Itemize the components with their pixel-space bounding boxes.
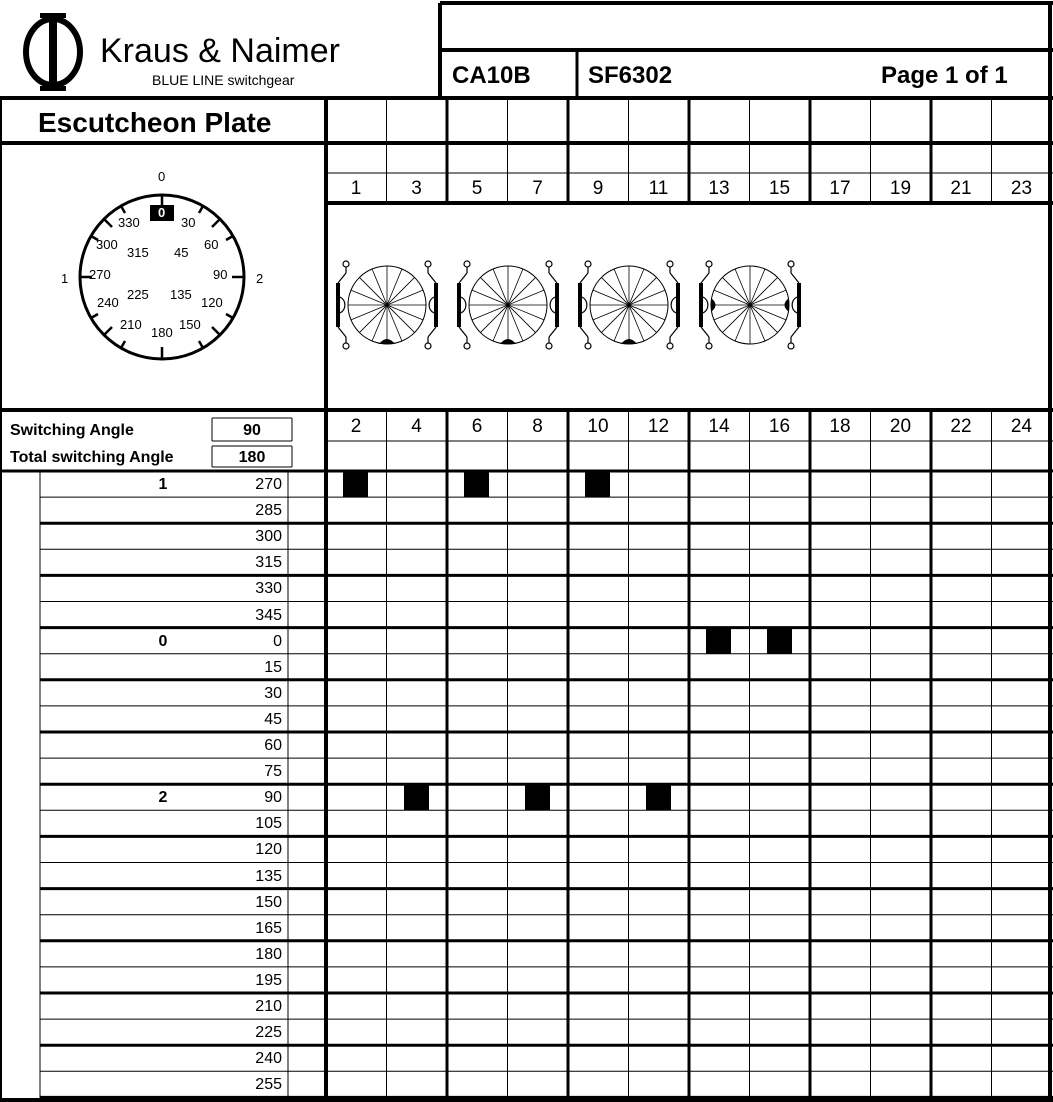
total-switching-angle-label: Total switching Angle [10,449,174,466]
terminal-bottom-2: 2 [350,416,362,437]
closed-contact-mark [767,629,792,654]
dial-angle-330: 330 [118,215,140,230]
terminal-point [343,343,349,349]
terminal-bottom-8: 8 [532,416,543,437]
series-code: CA10B [452,62,531,89]
row-angle-150: 150 [255,893,282,911]
terminal-point [706,261,712,267]
contact-roller [703,297,708,313]
row-angle-285: 285 [255,502,282,520]
row-angle-15: 15 [264,658,282,676]
terminal-lead [459,273,467,283]
program-code: SF6302 [588,62,673,89]
closed-contact-mark [706,629,731,654]
dial-angle-135: 135 [170,287,192,302]
terminal-lead [580,273,588,283]
row-angle-0: 0 [273,632,282,650]
row-angle-30: 30 [264,684,282,702]
contact-roller [792,297,797,313]
terminal-top-7: 7 [532,178,543,199]
dial-angle-60: 60 [204,237,219,252]
terminal-bottom-20: 20 [889,416,912,437]
closed-contact-mark [585,472,610,497]
dial-angle-315: 315 [127,245,149,260]
contact-roller [340,297,345,313]
cam-notch [621,339,637,344]
terminal-top-9: 9 [592,178,604,199]
row-angle-75: 75 [264,763,282,781]
cam-notch [785,298,790,312]
row-position-1: 1 [158,476,168,493]
row-angle-345: 345 [255,606,282,624]
terminal-bottom-18: 18 [829,416,851,437]
terminal-top-19: 19 [889,178,912,199]
phi-logo-icon [18,10,88,92]
row-angle-195: 195 [255,971,282,989]
terminal-point [585,343,591,349]
terminal-bottom-6: 6 [471,416,483,437]
dial-angle-30: 30 [181,215,196,230]
dial-position-left: 1 [61,271,69,286]
switching-angle-label: Switching Angle [10,422,134,439]
cam-2 [459,261,557,349]
dial-position-right: 2 [256,271,264,286]
terminal-lead [459,327,467,337]
contact-roller [550,297,555,313]
brand-name: Kraus & Naimer [100,32,340,70]
terminal-point [706,343,712,349]
closed-contact-mark [404,785,429,810]
cam-notch [500,339,516,344]
terminal-point [425,343,431,349]
terminal-bottom-12: 12 [647,416,670,437]
contact-diagram [328,205,1053,405]
dial-angle-180: 180 [151,325,173,340]
closed-contact-mark [343,472,368,497]
dial-angle-300: 300 [96,237,118,252]
terminal-point [546,343,552,349]
closed-contact-mark [525,785,550,810]
terminal-lead [549,273,557,283]
closed-contact-mark [646,785,671,810]
row-position-2: 2 [158,789,168,807]
terminal-lead [701,327,709,337]
terminal-top-23: 23 [1010,178,1033,199]
terminal-point [464,261,470,267]
terminal-bottom-22: 22 [950,416,972,437]
terminal-point [667,343,673,349]
dial-angle-45: 45 [174,245,189,260]
dial-angle-210: 210 [120,317,142,332]
row-angle-270: 270 [255,476,282,493]
terminal-top-15: 15 [768,178,791,199]
row-angle-60: 60 [264,737,282,754]
section-title: Escutcheon Plate [38,107,272,138]
row-angle-240: 240 [255,1050,282,1068]
terminal-top-11: 11 [648,178,669,199]
row-angle-120: 120 [255,841,282,859]
terminal-lead [428,327,436,337]
row-angle-255: 255 [255,1076,282,1094]
terminal-lead [670,327,678,337]
terminal-point [425,261,431,267]
terminal-bottom-24: 24 [1010,416,1033,437]
terminal-lead [580,327,588,337]
terminal-top-5: 5 [471,178,483,199]
dial-angle-120: 120 [201,295,223,310]
dial-angle-90: 90 [213,267,228,282]
closed-contact-mark [464,472,489,497]
terminal-point [667,261,673,267]
page-indicator: Page 1 of 1 [881,62,1008,89]
contact-roller [582,297,587,313]
terminal-point [585,261,591,267]
terminal-lead [670,273,678,283]
cam-3 [580,261,678,349]
terminal-top-21: 21 [950,178,972,199]
terminal-point [788,343,794,349]
dial-highlight-label: 0 [158,205,166,220]
terminal-lead [549,327,557,337]
terminal-lead [791,273,799,283]
terminal-top-3: 3 [411,178,422,199]
row-angle-330: 330 [255,580,282,598]
row-angle-45: 45 [264,710,282,728]
contact-roller [671,297,676,313]
terminal-point [788,261,794,267]
switching-angle-value: 90 [243,422,261,439]
terminal-bottom-10: 10 [587,416,609,437]
cam-notch [379,339,395,344]
terminal-lead [338,327,346,337]
row-angle-105: 105 [255,815,282,833]
cam-notch [711,298,716,312]
row-angle-180: 180 [255,945,282,963]
brand-tagline: BLUE LINE switchgear [152,72,295,88]
terminal-top-17: 17 [829,178,851,199]
terminal-lead [701,273,709,283]
contact-roller [429,297,434,313]
total-switching-angle-value: 180 [238,449,266,466]
row-angle-210: 210 [255,998,282,1015]
row-position-0: 0 [158,632,168,650]
contact-roller [461,297,466,313]
terminal-top-1: 1 [350,178,362,199]
terminal-point [343,261,349,267]
dial-angle-150: 150 [179,317,201,332]
dial-angle-225: 225 [127,287,149,302]
terminal-point [464,343,470,349]
row-angle-225: 225 [255,1024,282,1042]
terminal-lead [338,273,346,283]
terminal-bottom-4: 4 [411,416,422,437]
cam-1 [338,261,436,349]
terminal-top-13: 13 [708,178,730,199]
dial-position-top: 0 [158,169,166,184]
row-angle-315: 315 [255,554,282,572]
cam-4 [701,261,799,349]
row-angle-135: 135 [255,867,282,885]
terminal-lead [791,327,799,337]
terminal-bottom-16: 16 [768,416,791,437]
dial-angle-270: 270 [89,267,111,282]
row-angle-90: 90 [264,789,282,807]
row-angle-165: 165 [255,919,282,937]
terminal-point [546,261,552,267]
dial-angle-240: 240 [97,295,119,310]
terminal-lead [428,273,436,283]
row-angle-300: 300 [255,528,282,546]
terminal-bottom-14: 14 [708,416,730,437]
